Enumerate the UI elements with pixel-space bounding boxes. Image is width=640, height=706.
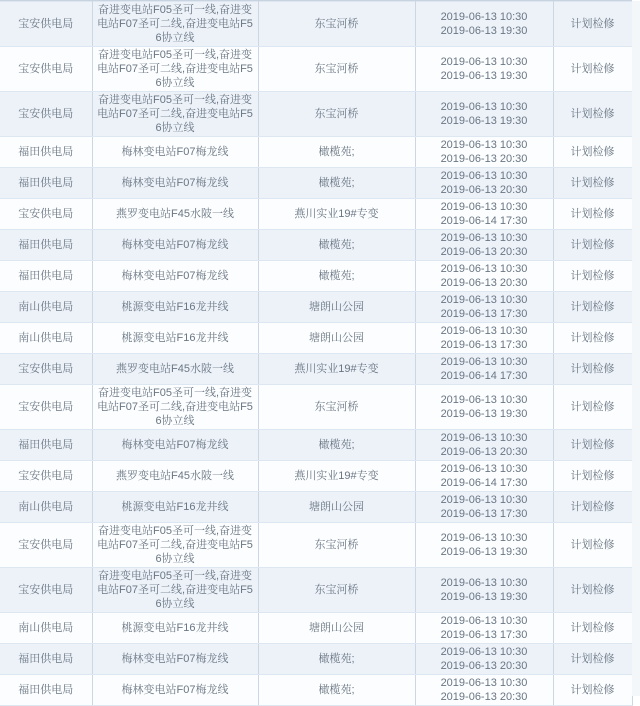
time-start: 2019-06-13 10:30 (440, 56, 528, 68)
cell-place: 橄榄苑; (258, 137, 415, 168)
cell-type: 计划检修 (553, 613, 632, 644)
cell-time (415, 354, 553, 385)
cell-place: 橄榄苑; (258, 430, 415, 461)
table-row (0, 644, 632, 675)
cell-time (415, 613, 553, 644)
cell-place: 塘朗山公园 (258, 292, 415, 323)
time-start: 2019-06-13 10:30 (440, 577, 528, 589)
cell-line: 梅林变电站F07梅龙线 (92, 644, 258, 675)
cell-place: 燕川实业19#专变 (258, 354, 415, 385)
outage-table-body (0, 2, 632, 706)
cell-type: 计划检修 (553, 523, 632, 568)
cell-type: 计划检修 (553, 644, 632, 675)
cell-place: 东宝河桥 (258, 2, 415, 47)
cell-place: 塘朗山公园 (258, 613, 415, 644)
cell-place: 东宝河桥 (258, 47, 415, 92)
time-end: 2019-06-13 19:30 (440, 25, 528, 37)
cell-place: 塘朗山公园 (258, 492, 415, 523)
cell-bureau: 宝安供电局 (0, 2, 92, 47)
cell-line: 奋进变电站F05圣可一线,奋进变电站F07圣可二线,奋进变电站F56协立线 (92, 568, 258, 613)
cell-bureau: 福田供电局 (0, 168, 92, 199)
cell-line: 奋进变电站F05圣可一线,奋进变电站F07圣可二线,奋进变电站F56协立线 (92, 2, 258, 47)
table-row (0, 199, 632, 230)
cell-type: 计划检修 (553, 675, 632, 706)
cell-bureau: 南山供电局 (0, 492, 92, 523)
table-row (0, 568, 632, 613)
cell-line: 奋进变电站F05圣可一线,奋进变电站F07圣可二线,奋进变电站F56协立线 (92, 47, 258, 92)
cell-bureau: 宝安供电局 (0, 385, 92, 430)
cell-time (415, 137, 553, 168)
cell-type: 计划检修 (553, 461, 632, 492)
cell-time (415, 47, 553, 92)
cell-bureau: 宝安供电局 (0, 461, 92, 492)
table-row (0, 675, 632, 706)
cell-time (415, 261, 553, 292)
time-start: 2019-06-13 10:30 (440, 101, 528, 113)
time-start: 2019-06-13 10:30 (440, 356, 528, 368)
cell-bureau: 福田供电局 (0, 644, 92, 675)
time-start: 2019-06-13 10:30 (440, 677, 528, 689)
time-end: 2019-06-14 17:30 (440, 370, 528, 382)
time-end: 2019-06-13 20:30 (440, 446, 528, 458)
cell-bureau: 南山供电局 (0, 292, 92, 323)
time-end: 2019-06-13 19:30 (440, 408, 528, 420)
cell-type: 计划检修 (553, 2, 632, 47)
cell-type: 计划检修 (553, 354, 632, 385)
cell-type: 计划检修 (553, 568, 632, 613)
cell-line: 梅林变电站F07梅龙线 (92, 137, 258, 168)
cell-time (415, 199, 553, 230)
cell-time (415, 2, 553, 47)
time-end: 2019-06-13 20:30 (440, 184, 528, 196)
cell-time (415, 461, 553, 492)
cell-line: 桃源变电站F16龙井线 (92, 613, 258, 644)
table-row (0, 137, 632, 168)
cell-type: 计划检修 (553, 261, 632, 292)
cell-place: 橄榄苑; (258, 675, 415, 706)
table-row (0, 385, 632, 430)
cell-type: 计划检修 (553, 199, 632, 230)
cell-bureau: 南山供电局 (0, 613, 92, 644)
outage-table (0, 1, 633, 706)
time-start: 2019-06-13 10:30 (440, 532, 528, 544)
cell-type: 计划检修 (553, 492, 632, 523)
cell-type: 计划检修 (553, 292, 632, 323)
time-start: 2019-06-13 10:30 (440, 494, 528, 506)
cell-time (415, 492, 553, 523)
cell-place: 东宝河桥 (258, 568, 415, 613)
cell-place: 橄榄苑; (258, 230, 415, 261)
table-row (0, 92, 632, 137)
time-start: 2019-06-13 10:30 (440, 615, 528, 627)
cell-bureau: 福田供电局 (0, 261, 92, 292)
cell-line: 梅林变电站F07梅龙线 (92, 261, 258, 292)
cell-type: 计划检修 (553, 385, 632, 430)
cell-type: 计划检修 (553, 230, 632, 261)
cell-place: 橄榄苑; (258, 644, 415, 675)
time-end: 2019-06-13 17:30 (440, 629, 528, 641)
cell-type: 计划检修 (553, 47, 632, 92)
time-end: 2019-06-13 20:30 (440, 153, 528, 165)
cell-line: 桃源变电站F16龙井线 (92, 292, 258, 323)
cell-bureau: 宝安供电局 (0, 354, 92, 385)
cell-type: 计划检修 (553, 92, 632, 137)
cell-time (415, 430, 553, 461)
cell-bureau: 宝安供电局 (0, 92, 92, 137)
time-end: 2019-06-13 20:30 (440, 277, 528, 289)
cell-place: 塘朗山公园 (258, 323, 415, 354)
cell-type: 计划检修 (553, 137, 632, 168)
cell-line: 燕罗变电站F45水陂一线 (92, 199, 258, 230)
time-end: 2019-06-13 19:30 (440, 70, 528, 82)
cell-time (415, 675, 553, 706)
time-end: 2019-06-13 20:30 (440, 660, 528, 672)
cell-bureau: 宝安供电局 (0, 523, 92, 568)
time-start: 2019-06-13 10:30 (440, 263, 528, 275)
cell-place: 东宝河桥 (258, 92, 415, 137)
time-start: 2019-06-13 10:30 (440, 170, 528, 182)
time-start: 2019-06-13 10:30 (440, 11, 528, 23)
table-row (0, 354, 632, 385)
cell-bureau: 南山供电局 (0, 323, 92, 354)
cell-bureau: 福田供电局 (0, 230, 92, 261)
cell-line: 奋进变电站F05圣可一线,奋进变电站F07圣可二线,奋进变电站F56协立线 (92, 92, 258, 137)
time-start: 2019-06-13 10:30 (440, 394, 528, 406)
time-end: 2019-06-13 17:30 (440, 308, 528, 320)
cell-line: 桃源变电站F16龙井线 (92, 492, 258, 523)
table-row (0, 430, 632, 461)
cell-place: 燕川实业19#专变 (258, 199, 415, 230)
cell-time (415, 385, 553, 430)
table-row (0, 292, 632, 323)
cell-line: 奋进变电站F05圣可一线,奋进变电站F07圣可二线,奋进变电站F56协立线 (92, 523, 258, 568)
cell-place: 燕川实业19#专变 (258, 461, 415, 492)
cell-line: 梅林变电站F07梅龙线 (92, 230, 258, 261)
time-end: 2019-06-14 17:30 (440, 477, 528, 489)
table-row (0, 230, 632, 261)
cell-time (415, 292, 553, 323)
cell-bureau: 福田供电局 (0, 675, 92, 706)
time-start: 2019-06-13 10:30 (440, 294, 528, 306)
time-start: 2019-06-13 10:30 (440, 139, 528, 151)
cell-time (415, 323, 553, 354)
table-row (0, 461, 632, 492)
cell-bureau: 福田供电局 (0, 137, 92, 168)
cell-time (415, 644, 553, 675)
cell-time (415, 92, 553, 137)
cell-place: 东宝河桥 (258, 523, 415, 568)
time-end: 2019-06-13 20:30 (440, 691, 528, 703)
table-row (0, 323, 632, 354)
time-end: 2019-06-14 17:30 (440, 215, 528, 227)
time-start: 2019-06-13 10:30 (440, 201, 528, 213)
time-end: 2019-06-13 17:30 (440, 508, 528, 520)
time-end: 2019-06-13 19:30 (440, 546, 528, 558)
cell-type: 计划检修 (553, 323, 632, 354)
cell-line: 梅林变电站F07梅龙线 (92, 675, 258, 706)
cell-line: 燕罗变电站F45水陂一线 (92, 354, 258, 385)
cell-line: 燕罗变电站F45水陂一线 (92, 461, 258, 492)
cell-line: 奋进变电站F05圣可一线,奋进变电站F07圣可二线,奋进变电站F56协立线 (92, 385, 258, 430)
time-end: 2019-06-13 19:30 (440, 591, 528, 603)
table-row (0, 492, 632, 523)
time-end: 2019-06-13 19:30 (440, 115, 528, 127)
cell-bureau: 宝安供电局 (0, 47, 92, 92)
table-row (0, 47, 632, 92)
cell-place: 橄榄苑; (258, 168, 415, 199)
cell-bureau: 宝安供电局 (0, 568, 92, 613)
time-start: 2019-06-13 10:30 (440, 232, 528, 244)
cell-line: 桃源变电站F16龙井线 (92, 323, 258, 354)
cell-bureau: 福田供电局 (0, 430, 92, 461)
time-start: 2019-06-13 10:30 (440, 325, 528, 337)
cell-place: 东宝河桥 (258, 385, 415, 430)
cell-time (415, 230, 553, 261)
table-row (0, 168, 632, 199)
scroll-gutter (632, 1, 640, 696)
cell-line: 梅林变电站F07梅龙线 (92, 168, 258, 199)
table-row (0, 2, 632, 47)
time-start: 2019-06-13 10:30 (440, 646, 528, 658)
cell-type: 计划检修 (553, 430, 632, 461)
cell-time (415, 523, 553, 568)
time-start: 2019-06-13 10:30 (440, 432, 528, 444)
table-row (0, 613, 632, 644)
cell-type: 计划检修 (553, 168, 632, 199)
table-row (0, 261, 632, 292)
table-row (0, 523, 632, 568)
cell-time (415, 568, 553, 613)
cell-bureau: 宝安供电局 (0, 199, 92, 230)
cell-place: 橄榄苑; (258, 261, 415, 292)
cell-line: 梅林变电站F07梅龙线 (92, 430, 258, 461)
cell-time (415, 168, 553, 199)
time-end: 2019-06-13 17:30 (440, 339, 528, 351)
time-end: 2019-06-13 20:30 (440, 246, 528, 258)
time-start: 2019-06-13 10:30 (440, 463, 528, 475)
